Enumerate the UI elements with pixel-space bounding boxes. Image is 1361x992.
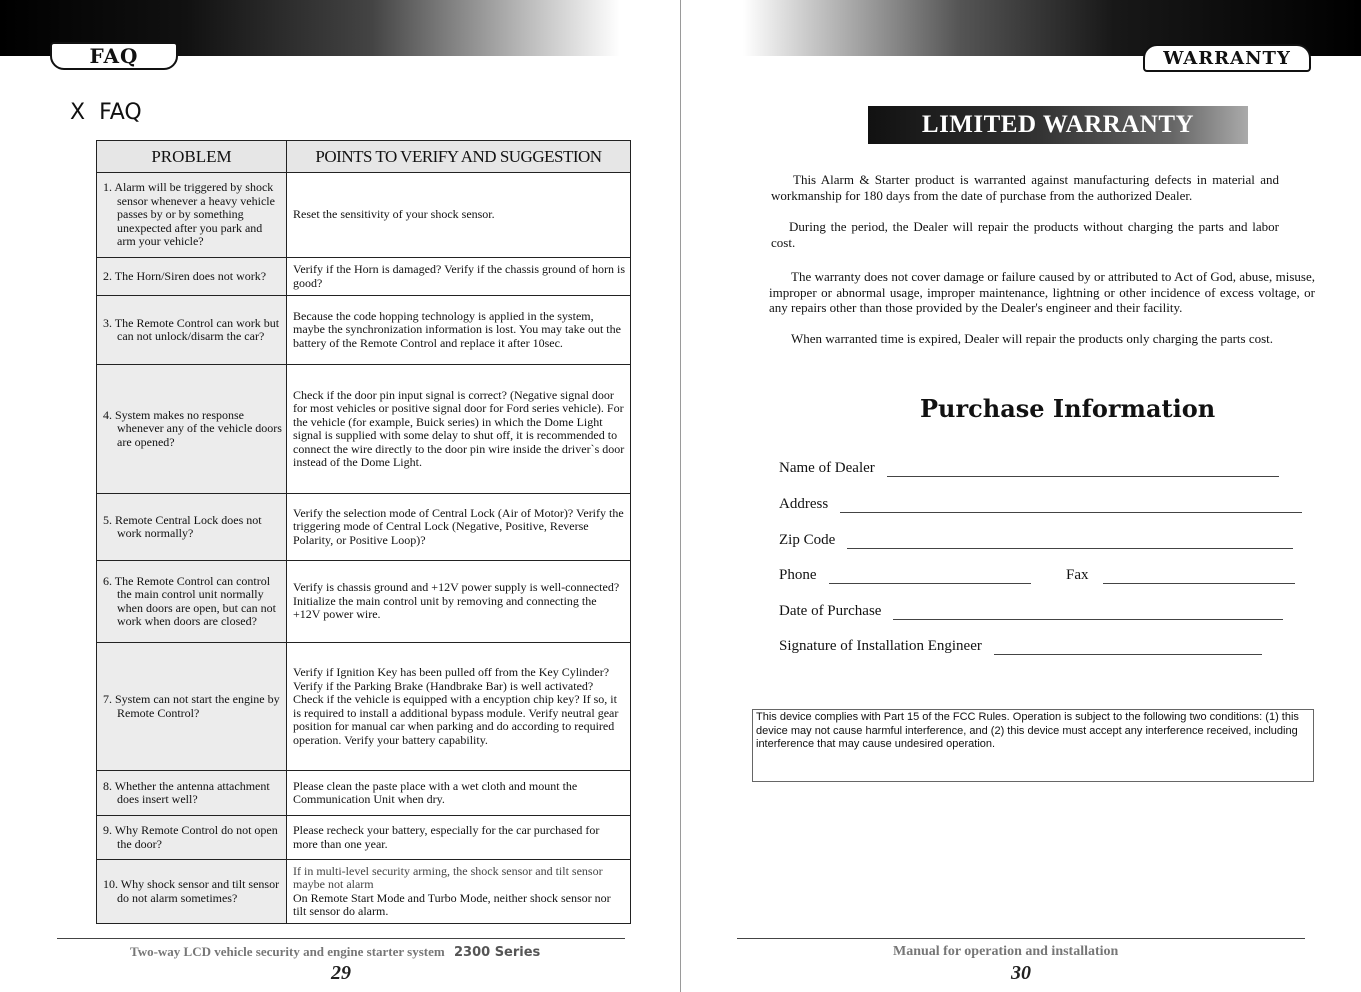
solution-cell: Please clean the paste place with a wet cloth and mount the Communication Unit when dry.	[287, 771, 631, 816]
signature-field	[779, 638, 1262, 655]
fax-label: Fax	[1066, 567, 1089, 583]
problem-cell: 6. The Remote Control can control the main control unit normally when doors are open, but can not work when doors are closed?	[97, 561, 287, 643]
header-problem: PROBLEM	[97, 141, 287, 173]
problem-cell: 8. Whether the antenna attachment does insert well?	[97, 771, 287, 816]
solution-cell: Because the code hopping technology is applied in the system, maybe the synchronization information is lost. You may take out the battery of the Remote Control and replace it after 10sec.	[287, 296, 631, 365]
purchase-info-title: Purchase Information	[920, 394, 1216, 423]
solution-cell: Verify if Ignition Key has been pulled off from the Key Cylinder? Verify if the Parking Brake (Handbrake Bar) is well activated? Check if the vehicle is equipped with a encyption chip key? If so, it is required to install a additional bypass module. Verify neutral gear position for manual car when parking and do according to required operation. Verify your battery capability.	[287, 643, 631, 771]
solution-cell: Reset the sensitivity of your shock sensor.	[287, 173, 631, 258]
solution-cell: Verify if the Horn is damaged? Verify if the chassis ground of horn is good?	[287, 258, 631, 296]
address-line[interactable]	[840, 500, 1302, 513]
solution-cell: Please recheck your battery, especially for the car purchased for more than one year.	[287, 816, 631, 860]
table-row	[97, 561, 631, 643]
zip-label: Zip Code	[779, 532, 836, 548]
problem-cell: 3. The Remote Control can work but can not unlock/disarm the car?	[97, 296, 287, 365]
phone-field	[779, 567, 1031, 584]
faq-tab: FAQ	[50, 42, 178, 70]
problem-cell: 2. The Horn/Siren does not work?	[97, 258, 287, 296]
problem-cell: 4. System makes no response whenever any of the vehicle doors are opened?	[97, 365, 287, 494]
footer-caption: Manual for operation and installation	[893, 944, 1119, 959]
table-row	[97, 643, 631, 771]
table-row	[97, 816, 631, 860]
solution-cell	[287, 860, 631, 924]
footer-rule	[57, 938, 625, 939]
dealer-label: Name of Dealer	[779, 460, 875, 476]
problem-cell: 1. Alarm will be triggered by shock sensor whenever a heavy vehicle passes by or by something unexpected after you park and arm your vehicle?	[97, 173, 287, 258]
faq-table	[96, 140, 631, 924]
problem-cell: 9. Why Remote Control do not open the door?	[97, 816, 287, 860]
fcc-notice: This device complies with Part 15 of the FCC Rules. Operation is subject to the following two conditions: (1) this device may not cause harmful interference, and (2) this device must accept any interference received, including interference that may cause undesired operation.	[752, 709, 1314, 782]
purchase-date-line[interactable]	[893, 607, 1283, 620]
problem-cell: 10. Why shock sensor and tilt sensor do not alarm sometimes?	[97, 860, 287, 924]
header-points: POINTS TO VERIFY AND SUGGESTION	[287, 141, 631, 173]
solution-cell: Check if the door pin input signal is correct? (Negative signal door for most vehicles or positive signal door for Ford series vehicle). For the vehicle (for example, Buick series) in which the Dome Light signal is supplied with some delay to shut off, it is recommended to connect the wire directly to the door pin wire inside the driver`s door instead of the Dome Light.	[287, 365, 631, 494]
faq-table-header	[97, 141, 631, 173]
warranty-paragraph-2: During the period, the Dealer will repair the products without charging the parts and labor cost.	[771, 219, 1279, 250]
warranty-paragraph-3: The warranty does not cover damage or failure caused by or attributed to Act of God, abuse, misuse, improper or abnormal usage, improper maintenance, lightning or other incidence of excess voltage, or any repairs other than those provided by the Dealer's engineer and their facility.	[769, 269, 1315, 315]
fax-line[interactable]	[1103, 571, 1295, 584]
zip-field	[779, 532, 1293, 549]
problem-cell: 7. System can not start the engine by Remote Control?	[97, 643, 287, 771]
table-row	[97, 173, 631, 258]
fax-field	[1066, 567, 1295, 584]
faq-title: FAQ	[99, 100, 142, 125]
solution-cell: Verify is chassis ground and +12V power supply is well-connected? Initialize the main control unit by removing and connecting the +12V power wire.	[287, 561, 631, 643]
problem-cell: 5. Remote Central Lock does not work normally?	[97, 494, 287, 561]
solution-extra-text: On Remote Start Mode and Turbo Mode, neither shock sensor nor tilt sensor do alarm.	[293, 890, 611, 918]
bullet-marker: X	[70, 100, 86, 125]
table-row	[97, 365, 631, 494]
table-row	[97, 296, 631, 365]
footer-series: 2300 Series	[453, 945, 541, 960]
purchase-date-label: Date of Purchase	[779, 603, 882, 619]
address-field	[779, 496, 1302, 513]
zip-line[interactable]	[847, 536, 1293, 549]
dealer-line[interactable]	[887, 464, 1279, 477]
solution-text: If in multi-level security arming, the shock sensor and tilt sensor maybe not alarm	[293, 863, 603, 891]
warranty-paragraph-1: This Alarm & Starter product is warranted against manufacturing defects in material and workmanship for 180 days from the date of purchase from the authorized Dealer.	[771, 172, 1279, 203]
page-number: 29	[331, 962, 351, 984]
warranty-paragraph-4: When warranted time is expired, Dealer will repair the products only charging the parts cost.	[791, 331, 1274, 346]
signature-line[interactable]	[994, 642, 1262, 655]
dealer-field	[779, 460, 1279, 477]
table-row	[97, 494, 631, 561]
table-row	[97, 771, 631, 816]
phone-label: Phone	[779, 567, 817, 583]
footer-caption: Two-way LCD vehicle security and engine starter system 2300 Series	[130, 944, 541, 960]
table-row	[97, 860, 631, 924]
phone-line[interactable]	[829, 571, 1031, 584]
footer-rule	[737, 938, 1305, 939]
purchase-date-field	[779, 603, 1283, 620]
warranty-tab: WARRANTY	[1143, 44, 1311, 72]
address-label: Address	[779, 496, 829, 512]
faq-heading	[70, 100, 142, 125]
limited-warranty-banner: LIMITED WARRANTY	[868, 106, 1248, 144]
page-number: 30	[1011, 962, 1031, 984]
table-row	[97, 258, 631, 296]
warranty-page	[681, 0, 1361, 992]
solution-cell: Verify the selection mode of Central Lock (Air of Motor)? Verify the triggering mode of Central Lock (Negative, Positive, Reverse Polarity, or Positive Loop)?	[287, 494, 631, 561]
signature-label: Signature of Installation Engineer	[779, 638, 982, 654]
